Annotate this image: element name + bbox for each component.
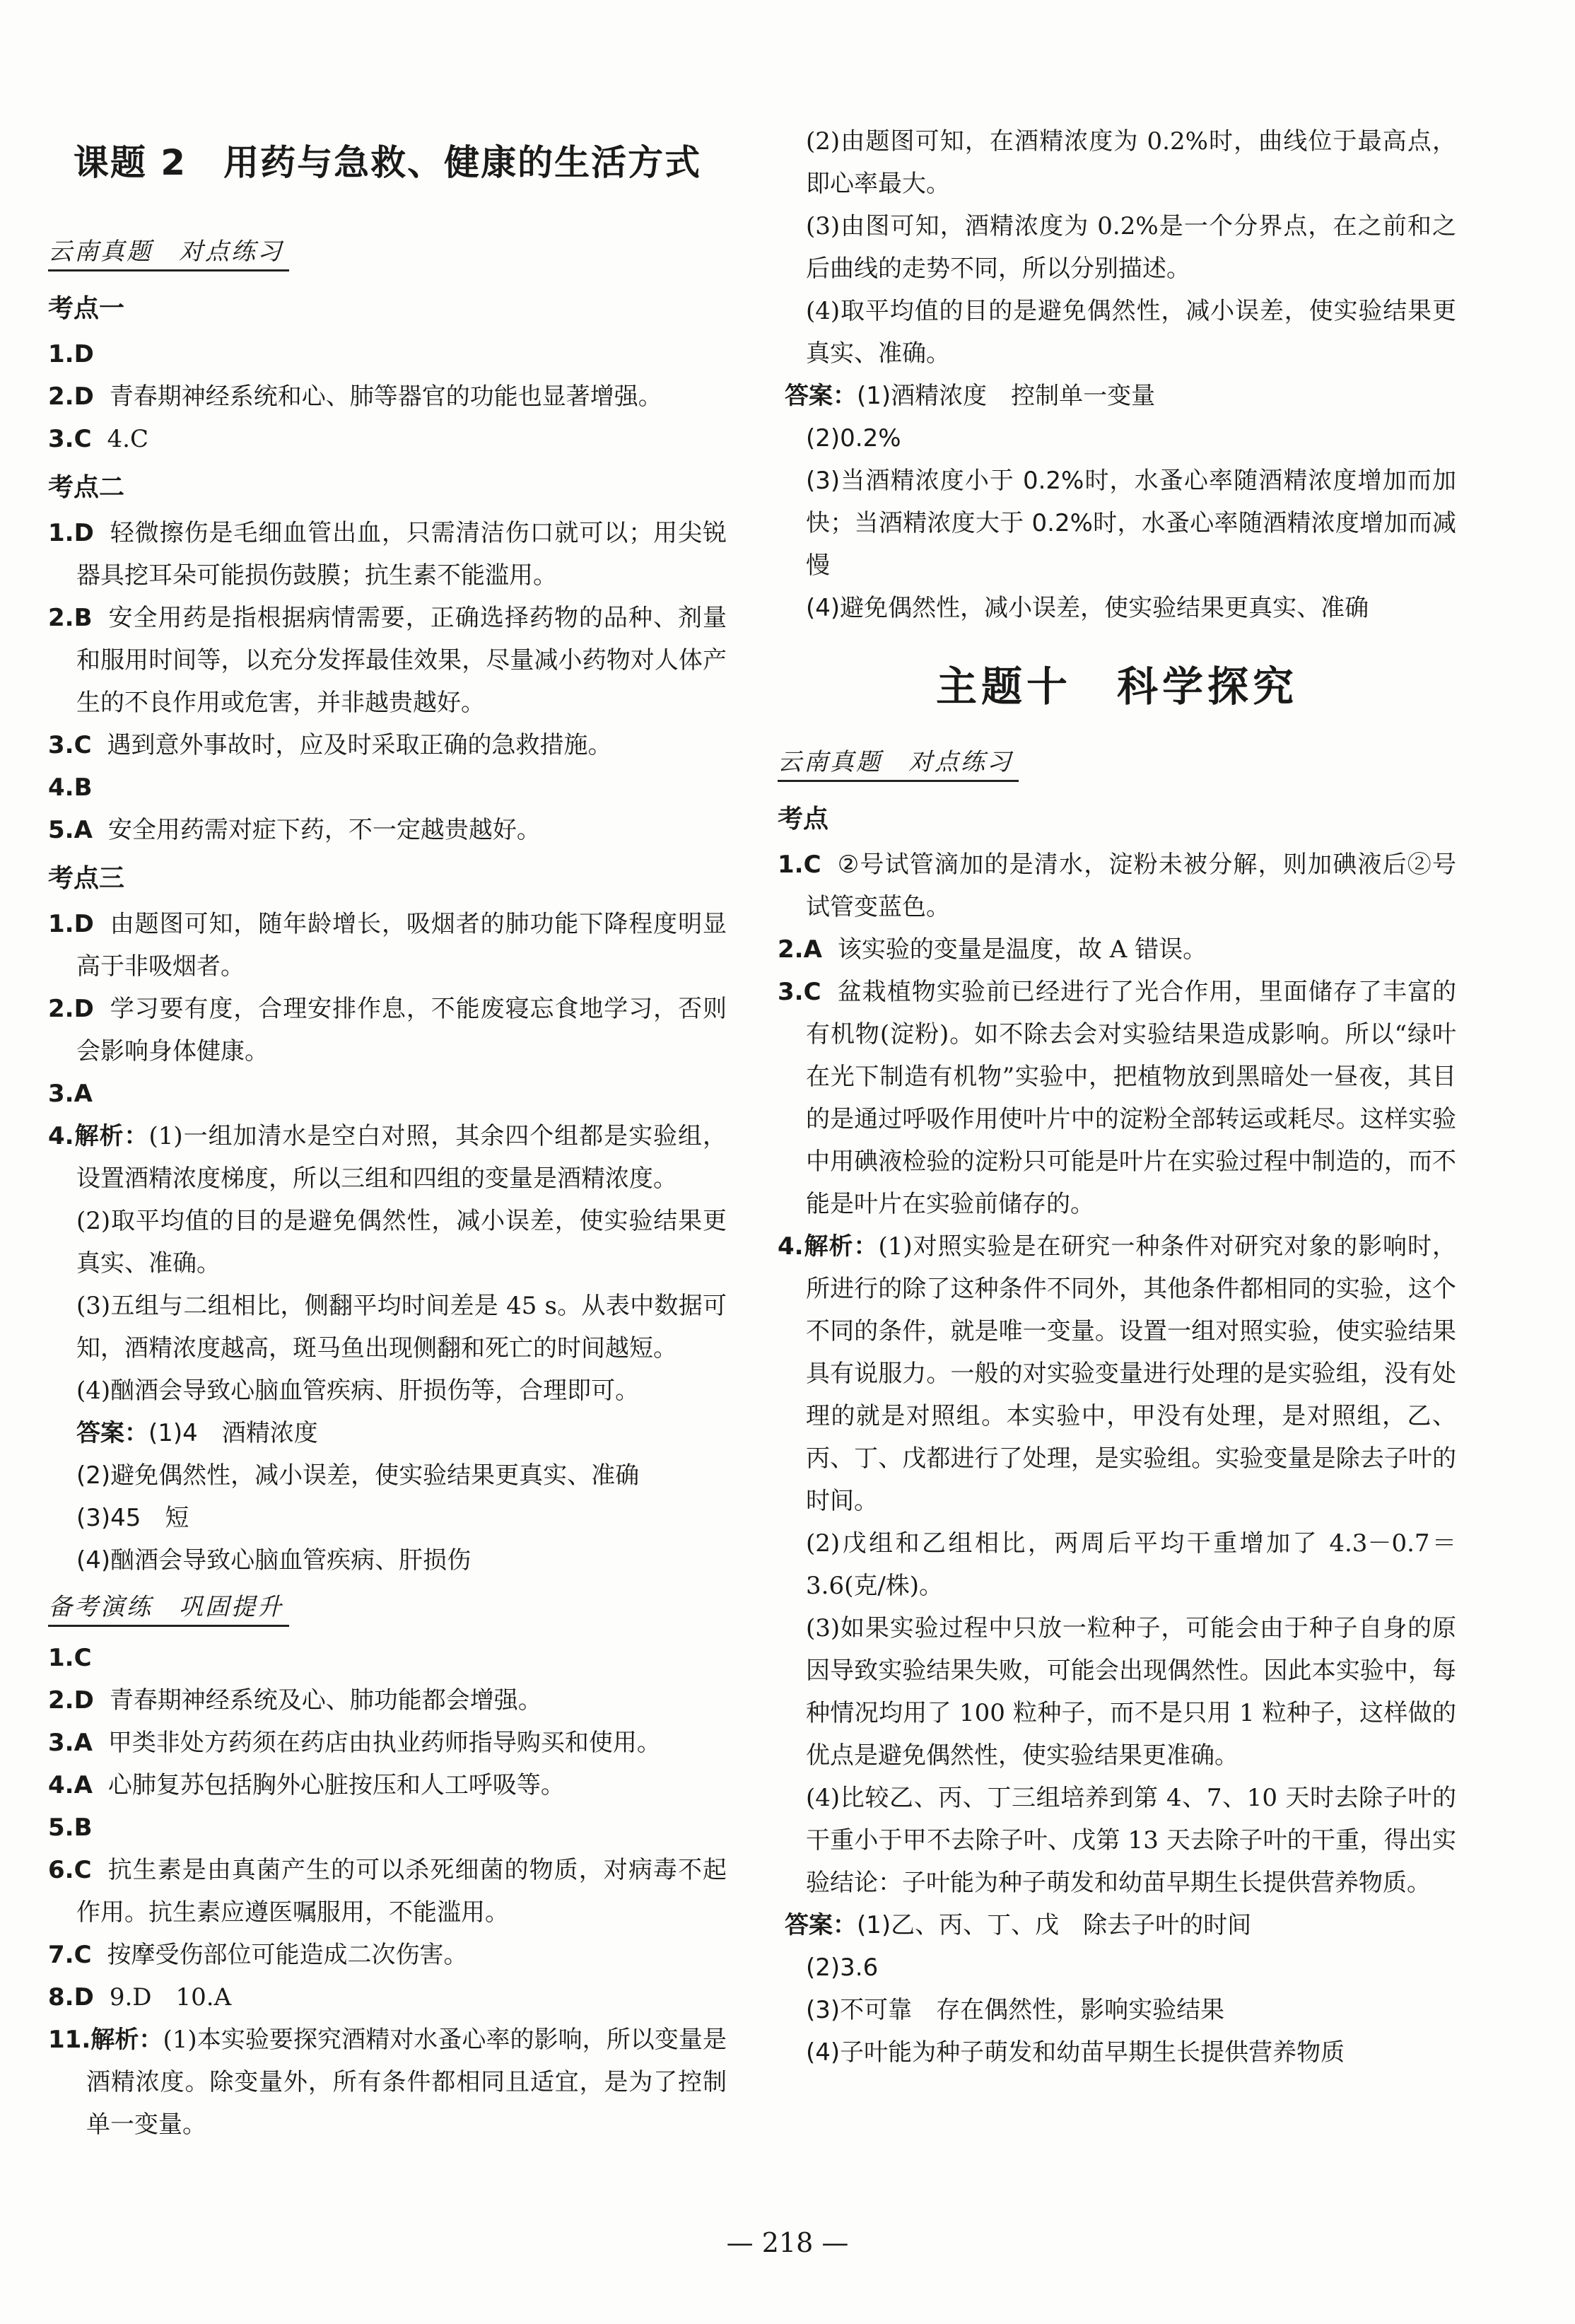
question-4-answer-right: [778, 1904, 1456, 1946]
item-number: 1.: [778, 851, 804, 879]
question-number: 4.: [778, 1232, 804, 1261]
item-answer: C: [74, 1644, 92, 1672]
item-explanation: 学习要有度，合理安排作息，不能废寝忘食地学习，否则会影响身体健康。: [76, 995, 727, 1065]
answer-item: [48, 1934, 727, 1976]
paragraph: (3)不可靠 存在偶然性，影响实验结果: [806, 1996, 1225, 2024]
answer-item: [48, 418, 727, 460]
question-4-analysis: [48, 1115, 727, 1200]
kaodian-1-list: [48, 333, 727, 460]
left-column: [48, 106, 727, 2146]
answer-text: (1)乙、丙、丁、戊 除去子叶的时间: [857, 1911, 1252, 1939]
answer-item: [778, 843, 1456, 928]
answer-item: [48, 1849, 727, 1934]
item-explanation: ②号试管滴加的是清水，淀粉未被分解，则加碘液后②号试管变蓝色。: [806, 851, 1456, 921]
item-answer: C: [803, 851, 821, 879]
page-number: — 218 —: [726, 2227, 849, 2258]
item-explanation: 按摩受伤部位可能造成二次伤害。: [107, 1941, 468, 1969]
answer-item: [48, 597, 727, 724]
item-number: 2.: [48, 604, 74, 632]
item-number: 2.: [48, 995, 74, 1023]
kaodian-2-heading: 考点二: [48, 473, 125, 502]
kaodian-heading: 考点: [778, 805, 829, 834]
item-number: 3.: [48, 731, 74, 759]
paragraph: (3)由图可知，酒精浓度为 0.2%是一个分界点，在之前和之后曲线的走势不同，所以分别描述。: [806, 212, 1456, 283]
item-answer: D: [74, 1686, 94, 1715]
item-number: 6.: [48, 1856, 74, 1884]
paragraph: (3)45 短: [76, 1504, 189, 1532]
item-answer: C: [74, 1856, 92, 1884]
paragraph: (3)当酒精浓度小于 0.2%时，水蚤心率随酒精浓度增加而加快；当酒精浓度大于 0.2%时，水蚤心率随酒精浓度增加而减慢: [806, 467, 1456, 580]
item-answer: B: [74, 1814, 93, 1842]
item-answer: D: [74, 995, 94, 1023]
paragraph: (4)取平均值的目的是避免偶然性，减小误差，使实验结果更真实、准确。: [806, 297, 1456, 368]
item-number: 1.: [48, 1644, 74, 1672]
item-number: 3.: [48, 1729, 74, 1757]
item-explanation: 安全用药是指根据病情需要，正确选择药物的品种、剂量和服用时间等，以充分发挥最佳效果，尽量减小药物对人体产生的不良作用或危害，并非越贵越好。: [76, 604, 727, 717]
paragraph: (2)避免偶然性，减小误差，使实验结果更真实、准确: [76, 1461, 640, 1490]
analysis-label: 解析：: [74, 1122, 149, 1150]
item-number: 5.: [48, 816, 74, 844]
answer-text: (1)酒精浓度 控制单一变量: [857, 382, 1156, 410]
item-number: 1.: [48, 340, 74, 368]
item-number: 4.: [48, 773, 74, 802]
item-answer: C: [803, 978, 821, 1006]
answer-text: (1)4 酒精浓度: [148, 1419, 318, 1447]
kaodian-list: [778, 843, 1456, 1225]
answer-item: [48, 809, 727, 851]
item-answer: A: [74, 1080, 93, 1108]
paragraph: (2)0.2%: [806, 424, 901, 452]
paragraph: (4)酗酒会导致心脑血管疾病、肝损伤: [76, 1546, 472, 1575]
item-number: 1.: [48, 910, 74, 938]
answer-item: [778, 928, 1456, 971]
kaodian-1-heading: 考点一: [48, 294, 125, 323]
answer-item: [48, 1722, 727, 1764]
answer-label: 答案：: [785, 1911, 857, 1939]
item-explanation: 甲类非处方药须在药店由执业药师指导购买和使用。: [107, 1729, 661, 1757]
question-4-answer-lines-right: [778, 1946, 1456, 2074]
question-number: 4.: [48, 1122, 74, 1150]
item-number: 3.: [48, 1080, 74, 1108]
answer-item: [48, 512, 727, 597]
item-answer: D: [74, 910, 94, 938]
answer-item: [778, 971, 1456, 1225]
item-answer: A: [74, 816, 93, 844]
item-explanation: 抗生素是由真菌产生的可以杀死细菌的物质，对病毒不起作用。抗生素应遵医嘱服用，不能滥用。: [76, 1856, 727, 1927]
right-column: [778, 120, 1456, 2074]
paragraph: (3)五组与二组相比，侧翻平均时间差是 45 s。从表中数据可知，酒精浓度越高，斑马鱼出现侧翻和死亡的时间越短。: [76, 1292, 727, 1362]
item-number: 1.: [48, 519, 74, 547]
q11-answer: [778, 375, 1456, 417]
item-explanation: 青春期神经系统及心、肺功能都会增强。: [109, 1686, 542, 1715]
answer-item: [48, 1764, 727, 1806]
item-answer: B: [74, 604, 93, 632]
paragraph: (4)子叶能为种子萌发和幼苗早期生长提供营养物质: [806, 2038, 1345, 2067]
item-number: 5.: [48, 1814, 74, 1842]
item-number: 2.: [48, 383, 74, 411]
question-4-paragraphs: [48, 1200, 727, 1412]
section-label-practice: 备考演练 巩固提升: [48, 1587, 289, 1627]
paragraph: (2)戊组和乙组相比，两周后平均干重增加了 4.3－0.7＝3.6(克/株)。: [806, 1529, 1456, 1600]
analysis-label: 解析：: [803, 1232, 879, 1261]
answer-item: [48, 1976, 727, 2019]
item-number: 2.: [778, 935, 804, 964]
answer-item: [48, 903, 727, 988]
answer-item: [48, 375, 727, 418]
item-number: 8.: [48, 1983, 74, 2011]
question-4-answer-lines: [48, 1454, 727, 1582]
item-number: 3.: [48, 425, 74, 453]
answer-item: [48, 1679, 727, 1722]
analysis-text: (1)对照实验是在研究一种条件对研究对象的影响时，所进行的除了这种条件不同外，其他条件都相同的实验，这个不同的条件，就是唯一变量。设置一组对照实验，使实验结果具有说服力。一般的对实验变量进行处理的是实验组，没有处理的就是对照组。本实验中，甲没有处理，是对照组，乙、丙、丁、戊都进行了处理，是实验组。实验变量是除去子叶的时间。: [806, 1232, 1456, 1515]
item-answer: C: [74, 425, 92, 453]
kaodian-3-list: [48, 903, 727, 1115]
section-label-zhenti: 云南真题 对点练习: [48, 232, 289, 271]
item-answer: C: [74, 1941, 92, 1969]
item-number: 7.: [48, 1941, 74, 1969]
q11-answer-lines: [778, 417, 1456, 629]
answer-item: [48, 988, 727, 1073]
analysis-text: (1)本实验要探究酒精对水蚤心率的影响，所以变量是酒精浓度。除变量外，所有条件都相同且适宜，是为了控制单一变量。: [86, 2026, 727, 2139]
paragraph: (3)如果实验过程中只放一粒种子，可能会由于种子自身的原因导致实验结果失败，可能会出现偶然性。因此本实验中，每种情况均用了 100 粒种子，而不是只用 1 粒种子，这样做的优点是避免偶然性，使实验结果更准确。: [806, 1614, 1456, 1770]
question-4-paragraphs-right: [778, 1522, 1456, 1904]
paragraph: (4)避免偶然性，减小误差，使实验结果更真实、准确: [806, 594, 1369, 622]
q11-continuation: [778, 120, 1456, 375]
paragraph: (2)取平均值的目的是避免偶然性，减小误差，使实验结果更真实、准确。: [76, 1207, 727, 1278]
item-explanation: 4.C: [107, 425, 148, 453]
answer-label: 答案：: [785, 382, 857, 410]
item-explanation: 该实验的变量是温度，故 A 错误。: [837, 935, 1207, 964]
item-number: 3.: [778, 978, 804, 1006]
item-number: 2.: [48, 1686, 74, 1715]
item-answer: B: [74, 773, 93, 802]
item-answer: D: [74, 519, 94, 547]
kaodian-2-list: [48, 512, 727, 851]
item-answer: C: [74, 731, 92, 759]
section-label-zhenti-right: 云南真题 对点练习: [778, 742, 1019, 782]
question-number: 11.: [48, 2026, 91, 2054]
paragraph: (2)由题图可知，在酒精浓度为 0.2%时，曲线位于最高点，即心率最大。: [806, 127, 1456, 198]
lesson-title: 课题 2 用药与急救、健康的生活方式: [73, 142, 702, 183]
item-answer: A: [74, 1729, 93, 1757]
item-answer: D: [74, 340, 94, 368]
item-explanation: 盆栽植物实验前已经进行了光合作用，里面储存了丰富的有机物(淀粉)。如不除去会对实验结果造成影响。所以“绿叶在光下制造有机物”实验中，把植物放到黑暗处一昼夜，其目的是通过呼吸作用使叶片中的淀粉全部转运或耗尽。这样实验中用碘液检验的淀粉只可能是叶片在实验过程中制造的，而不能是叶片在实验前储存的。: [806, 978, 1456, 1218]
question-4-answer: [48, 1412, 727, 1454]
item-explanation: 遇到意外事故时，应及时采取正确的急救措施。: [107, 731, 612, 759]
answer-item: [48, 333, 727, 375]
item-explanation: 9.D 10.A: [109, 1983, 232, 2011]
topic-title: 主题十 科学探究: [935, 662, 1298, 711]
kaodian-3-heading: 考点三: [48, 864, 125, 893]
item-explanation: 安全用药需对症下药，不一定越贵越好。: [107, 816, 541, 844]
answer-item: [48, 1806, 727, 1849]
paragraph: (4)比较乙、丙、丁三组培养到第 4、7、10 天时去除子叶的干重小于甲不去除子叶、戊第 13 天去除子叶的干重，得出实验结论：子叶能为种子萌发和幼苗早期生长提供营养物质。: [806, 1784, 1456, 1897]
item-answer: A: [803, 935, 822, 964]
item-answer: D: [74, 383, 94, 411]
answer-item: [48, 1073, 727, 1115]
answer-item: [48, 724, 727, 766]
question-11-analysis: [48, 2019, 727, 2146]
question-4-analysis-right: [778, 1225, 1456, 1522]
analysis-label: 解析：: [90, 2026, 163, 2054]
answer-item: [48, 766, 727, 809]
item-answer: A: [74, 1771, 93, 1799]
item-number: 4.: [48, 1771, 74, 1799]
item-answer: D: [74, 1983, 94, 2011]
item-explanation: 青春期神经系统和心、肺等器官的功能也显著增强。: [109, 383, 662, 411]
paragraph: (2)3.6: [806, 1954, 879, 1982]
answer-item: [48, 1637, 727, 1679]
answer-label: 答案：: [76, 1419, 148, 1447]
practice-list: [48, 1637, 727, 2019]
paragraph: (4)酗酒会导致心脑血管疾病、肝损伤等，合理即可。: [76, 1377, 640, 1405]
item-explanation: 轻微擦伤是毛细血管出血，只需清洁伤口就可以；用尖锐器具挖耳朵可能损伤鼓膜；抗生素不能滥用。: [76, 519, 727, 590]
item-explanation: 由题图可知，随年龄增长，吸烟者的肺功能下降程度明显高于非吸烟者。: [76, 910, 727, 981]
analysis-text: (1)一组加清水是空白对照，其余四个组都是实验组，设置酒精浓度梯度，所以三组和四组的变量是酒精浓度。: [76, 1122, 727, 1193]
item-explanation: 心肺复苏包括胸外心脏按压和人工呼吸等。: [107, 1771, 565, 1799]
